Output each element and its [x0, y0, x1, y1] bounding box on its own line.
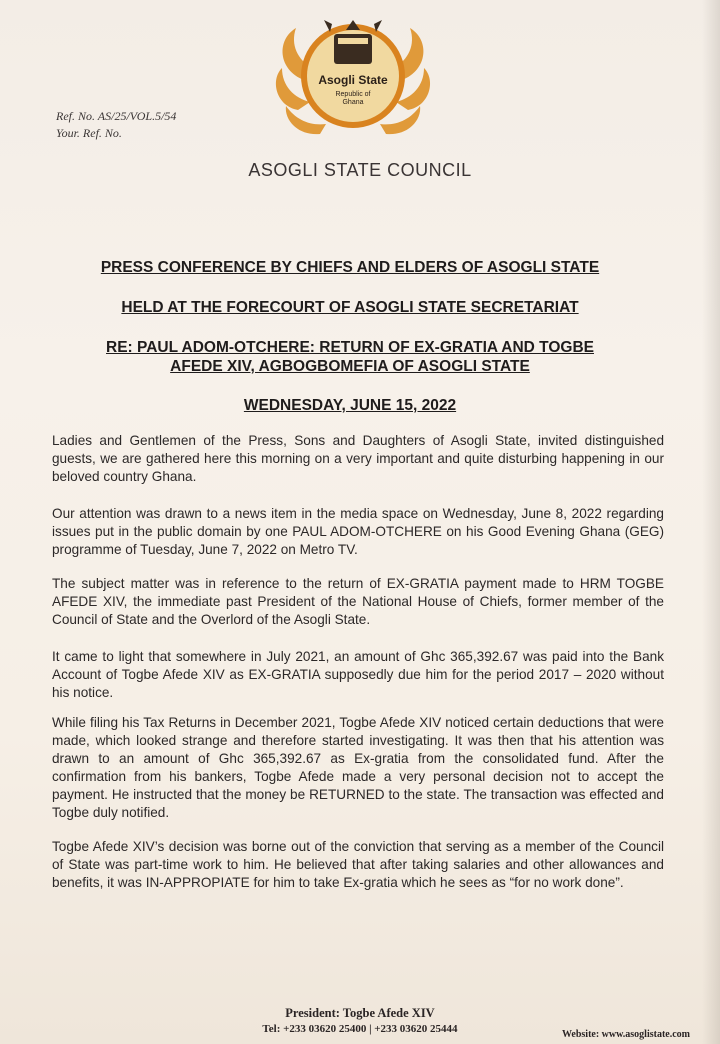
footer-website: Website: www.asoglistate.com [561, 1029, 690, 1040]
your-ref-number: Your. Ref. No. [56, 126, 122, 140]
paragraph-5: While filing his Tax Returns in December 2021, Togbe Afede XIV noticed certain deductions that were made, which looked strange and therefore started investigating. It was then that his attention was drawn to an amount of Ghc 365,392.67 as Ex-gratia from the consolidated fund. After the confirmation from his bankers, Togbe Afede made a very personal decision not to accept the payment. He instructed that the money be RETURNED to the state. The transaction was effected and Togbe duly notified. [52, 715, 664, 820]
council-name: ASOGLI STATE COUNCIL [248, 160, 472, 180]
footer-president: President: Togbe Afede XIV [285, 1006, 435, 1020]
heading-date: WEDNESDAY, JUNE 15, 2022 [243, 397, 457, 414]
paragraph-1: Ladies and Gentlemen of the Press, Sons and Daughters of Asogli State, invited distinguished guests, we are gathered here this morning on a very important and quite disturbing happening in our beloved country Ghana. [52, 433, 664, 484]
seal-republic: Republic of [335, 91, 371, 98]
heading-subject-line2: AFEDE XIV, AGBOGBOMEFIA OF ASOGLI STATE [170, 358, 530, 375]
seal-name: Asogli State [318, 73, 388, 87]
reference-block [56, 108, 176, 142]
heading-subject [40, 338, 660, 376]
paragraph-4: It came to light that somewhere in July 2021, an amount of Ghc 365,392.67 was paid into the Bank Account of Togbe Afede XIV as EX-GRATIA supposedly due him for the period 2017 – 2020 without his notice. [52, 649, 664, 700]
paragraph-3: The subject matter was in reference to the return of EX-GRATIA payment made to HRM TOGBE AFEDE XIV, the immediate past President of the National House of Chiefs, former member of the Council of State and the Overlord of the Asogli State. [52, 576, 664, 627]
page-edge-shadow [702, 0, 720, 1044]
paragraph-6: Togbe Afede XIV’s decision was borne out of the conviction that serving as a member of the Council of State was part-time work to him. He believed that after taking salaries and other allowances and benefits, it was IN-APPROPIATE for him to take Ex-gratia which he sees as “for no work done”. [52, 839, 664, 890]
footer-telephone: Tel: +233 03620 25400 | +233 03620 25444 [262, 1023, 458, 1035]
heading-venue: HELD AT THE FORECOURT OF ASOGLI STATE SECRETARIAT [121, 299, 579, 316]
heading-press-conference: PRESS CONFERENCE BY CHIEFS AND ELDERS OF ASOGLI STATE [100, 259, 600, 276]
heading-subject-line1: RE: PAUL ADOM-OTCHERE: RETURN OF EX-GRATIA AND TOGBE [106, 339, 594, 356]
seal-country: Ghana [342, 99, 364, 106]
ref-number: Ref. No. AS/25/VOL.5/54 [56, 109, 177, 123]
paragraph-2: Our attention was drawn to a news item in the media space on Wednesday, June 8, 2022 regarding issues put in the public domain by one PAUL ADOM-OTCHERE on his Good Evening Ghana (GEG) programme of Tuesday, June 7, 2022 on Metro TV. [52, 506, 664, 557]
asogli-state-seal [268, 10, 438, 146]
